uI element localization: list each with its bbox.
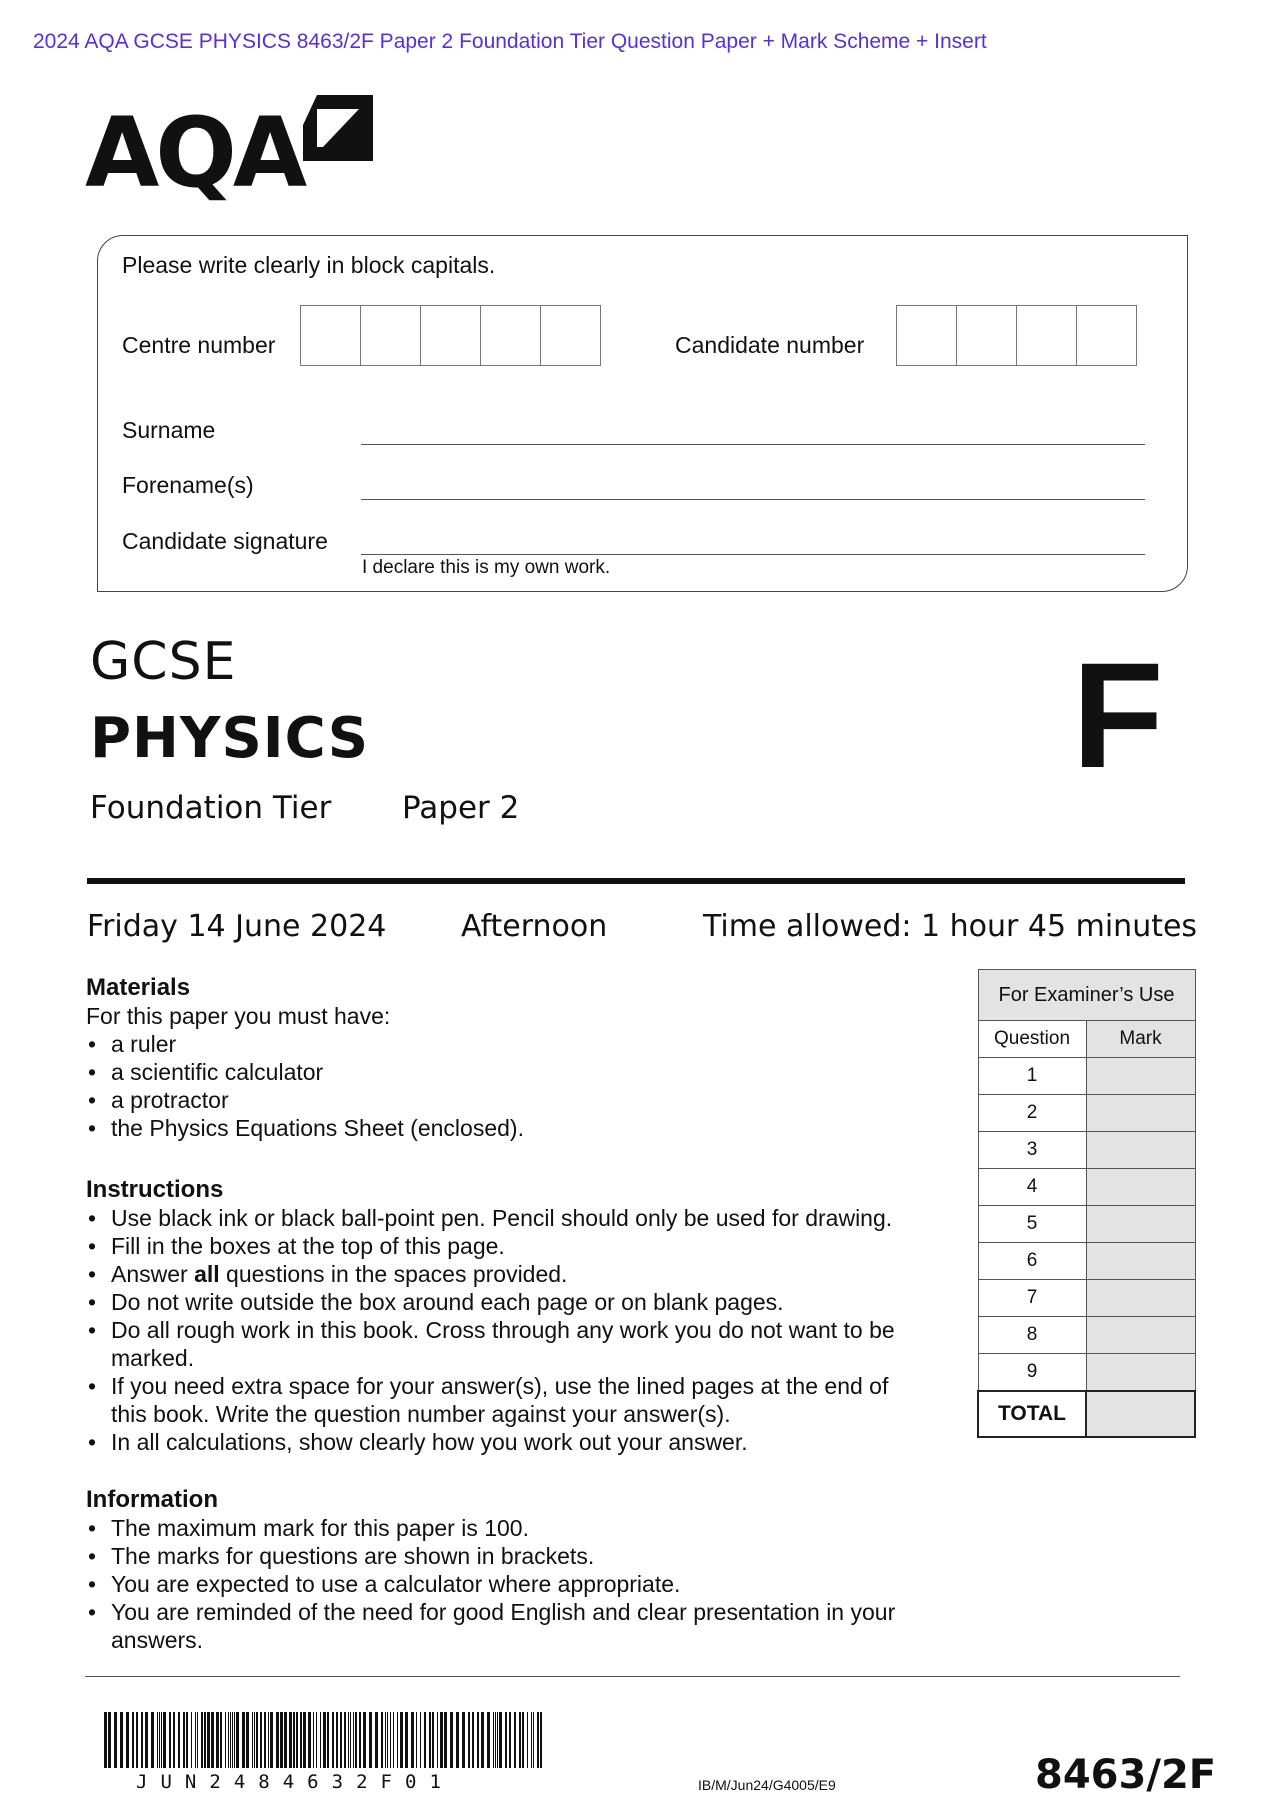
barcode-bar	[264, 1712, 266, 1768]
barcode-bar	[387, 1712, 388, 1768]
question-number: 7	[978, 1280, 1086, 1317]
list-item: • In all calculations, show clearly how you work out your answer.	[86, 1428, 941, 1456]
barcode-bar	[141, 1712, 143, 1768]
tier-letter: F	[1072, 631, 1164, 799]
surname-label: Surname	[122, 417, 216, 443]
forename-field[interactable]	[361, 499, 1145, 500]
barcode-bar	[429, 1712, 431, 1768]
barcode-bar	[363, 1712, 366, 1768]
barcode-bar	[178, 1712, 180, 1768]
block-capitals-instruction: Please write clearly in block capitals.	[122, 252, 496, 278]
centre-number-box[interactable]	[480, 305, 541, 366]
aqa-logo-text: AQA	[85, 97, 304, 209]
barcode-char: U	[160, 1771, 185, 1793]
barcode-bar	[420, 1712, 421, 1768]
barcode-bar	[390, 1712, 391, 1768]
barcode-bar	[393, 1712, 394, 1768]
barcode-bar	[440, 1712, 443, 1768]
barcode-bar	[183, 1712, 185, 1768]
barcode-char: 4	[233, 1771, 259, 1793]
barcode-bar	[300, 1712, 302, 1768]
barcode-bar	[353, 1712, 354, 1768]
list-item: • a ruler	[86, 1030, 946, 1058]
candidate-number-box[interactable]	[1016, 305, 1077, 366]
question-number: 3	[978, 1132, 1086, 1169]
barcode-bar	[340, 1712, 342, 1768]
question-number: 8	[978, 1317, 1086, 1354]
list-item: • The marks for questions are shown in brackets.	[86, 1542, 946, 1570]
table-row	[978, 1354, 1195, 1392]
document-title-link[interactable]: 2024 AQA GCSE PHYSICS 8463/2F Paper 2 Foundation Tier Question Paper + Mark Scheme + Insert	[33, 30, 987, 53]
list-item: • If you need extra space for your answer(s), use the lined pages at the end of this book. Write the question number against your answer(s).	[86, 1372, 926, 1428]
barcode-bar	[537, 1712, 539, 1768]
barcode-bar	[256, 1712, 258, 1768]
barcode-bar	[509, 1712, 511, 1768]
barcode-bar	[522, 1712, 524, 1768]
barcode-bar	[136, 1712, 138, 1768]
barcode-char: 0	[404, 1771, 430, 1793]
barcode-bar	[289, 1712, 292, 1768]
barcode-bar	[497, 1712, 498, 1768]
barcode-bar	[228, 1712, 229, 1768]
barcode-bar	[344, 1712, 346, 1768]
materials-list	[86, 1030, 946, 1142]
barcode-char: 8	[258, 1771, 283, 1793]
total-row	[978, 1391, 1195, 1437]
barcode-bar	[234, 1712, 235, 1768]
question-number: 6	[978, 1243, 1086, 1280]
barcode-bar	[220, 1712, 222, 1768]
barcode-bar	[359, 1712, 361, 1768]
examiner-table-title: For Examiner’s Use	[978, 970, 1195, 1021]
list-item: • a scientific calculator	[86, 1058, 946, 1086]
candidate-number-box[interactable]	[956, 305, 1017, 366]
barcode-bar	[316, 1712, 317, 1768]
materials-heading: Materials	[86, 974, 191, 1001]
candidate-number-box[interactable]	[1076, 305, 1137, 366]
barcode-bar	[197, 1712, 198, 1768]
centre-number-box[interactable]	[540, 305, 601, 366]
barcode-bar	[499, 1712, 502, 1768]
list-item: • Do all rough work in this book. Cross through any work you do not want to be marked.	[86, 1316, 901, 1372]
barcode-bar	[207, 1712, 210, 1768]
barcode-bar	[450, 1712, 453, 1768]
aqa-logo	[85, 95, 385, 209]
barcode-bar	[211, 1712, 214, 1768]
exam-session: Afternoon	[461, 909, 608, 944]
question-number: 4	[978, 1169, 1086, 1206]
table-row	[978, 1132, 1195, 1169]
barcode-bar	[397, 1712, 398, 1768]
barcode-bar	[254, 1712, 255, 1768]
barcode-bar	[527, 1712, 528, 1768]
barcode-bar	[444, 1712, 447, 1768]
barcode-bar	[468, 1712, 470, 1768]
barcode-bar	[186, 1712, 188, 1768]
aqa-logo-mark-icon	[303, 95, 373, 161]
barcode-bar	[369, 1712, 372, 1768]
barcode-char: 2	[356, 1771, 381, 1793]
subject-physics: PHYSICS	[90, 706, 370, 771]
question-number: 5	[978, 1206, 1086, 1243]
footer-divider	[85, 1676, 1180, 1677]
table-row	[978, 1317, 1195, 1354]
barcode-bar	[323, 1712, 326, 1768]
reference-code: IB/M/Jun24/G4005/E9	[698, 1777, 836, 1793]
barcode-bar	[145, 1712, 148, 1768]
forename-label: Forename(s)	[122, 472, 254, 498]
list-item: • a protractor	[86, 1086, 946, 1114]
barcode-bar	[533, 1712, 534, 1768]
barcode-bar	[126, 1712, 129, 1768]
barcode-bar	[472, 1712, 474, 1768]
barcode-bar	[375, 1712, 378, 1768]
table-row	[978, 1206, 1195, 1243]
information-section	[86, 1486, 946, 1654]
mark-cell[interactable]	[1086, 1058, 1195, 1095]
table-row	[978, 1169, 1195, 1206]
barcode-bar	[246, 1712, 249, 1768]
barcode-bar	[437, 1712, 438, 1768]
centre-number-boxes	[300, 305, 600, 366]
barcode-bar	[332, 1712, 334, 1768]
barcode-bar	[276, 1712, 279, 1768]
barcode-bar	[493, 1712, 494, 1768]
barcode-bar	[308, 1712, 311, 1768]
barcode-char: 2	[209, 1771, 234, 1793]
total-label: TOTAL	[978, 1391, 1086, 1437]
paper-number: Paper 2	[402, 790, 520, 826]
barcode-bar	[505, 1712, 507, 1768]
barcode-bar	[303, 1712, 306, 1768]
barcode-bar	[336, 1712, 338, 1768]
barcode	[104, 1712, 546, 1768]
exam-date: Friday 14 June 2024	[87, 909, 387, 944]
instructions-heading: Instructions	[86, 1176, 224, 1203]
barcode-bar	[260, 1712, 262, 1768]
barcode-bar	[416, 1712, 417, 1768]
barcode-bar	[284, 1712, 287, 1768]
barcode-bar	[531, 1712, 532, 1768]
answer-suffix: questions in the spaces provided.	[219, 1261, 568, 1287]
question-number: 1	[978, 1058, 1086, 1095]
table-row	[978, 1280, 1195, 1317]
barcode-bar	[173, 1712, 175, 1768]
barcode-char: F	[380, 1771, 405, 1793]
barcode-bar	[540, 1712, 542, 1768]
barcode-bar	[132, 1712, 134, 1768]
barcode-text	[136, 1771, 454, 1793]
candidate-number-label: Candidate number	[675, 332, 865, 358]
mark-cell[interactable]	[1086, 1095, 1195, 1132]
barcode-bar	[236, 1712, 239, 1768]
centre-number-box[interactable]	[300, 305, 361, 366]
barcode-char: 3	[331, 1771, 357, 1793]
barcode-bar	[456, 1712, 459, 1768]
materials-section	[86, 974, 946, 1142]
barcode-bar	[462, 1712, 465, 1768]
barcode-bar	[270, 1712, 273, 1768]
mark-cell[interactable]	[1086, 1243, 1195, 1280]
barcode-bar	[313, 1712, 314, 1768]
barcode-bar	[161, 1712, 162, 1768]
barcode-bar	[411, 1712, 414, 1768]
barcode-bar	[385, 1712, 386, 1768]
question-number: 9	[978, 1354, 1086, 1392]
list-item: • the Physics Equations Sheet (enclosed).	[86, 1114, 946, 1142]
question-number: 2	[978, 1095, 1086, 1132]
list-item: • Fill in the boxes at the top of this page.	[86, 1232, 941, 1260]
barcode-bar	[216, 1712, 219, 1768]
list-item: • You are reminded of the need for good English and clear presentation in your answers.	[86, 1598, 901, 1654]
information-heading: Information	[86, 1486, 218, 1513]
barcode-bar	[400, 1712, 403, 1768]
barcode-bar	[151, 1712, 154, 1768]
question-column-header: Question	[978, 1021, 1086, 1058]
instructions-section	[86, 1176, 946, 1456]
answer-prefix: Answer	[111, 1261, 195, 1287]
answer-all-emphasis: all	[194, 1261, 220, 1287]
barcode-char: 1	[429, 1771, 454, 1793]
total-mark-cell[interactable]	[1086, 1391, 1195, 1437]
table-row	[978, 1058, 1195, 1095]
barcode-bar	[348, 1712, 349, 1768]
barcode-char: N	[184, 1771, 210, 1793]
barcode-bar	[191, 1712, 192, 1768]
barcode-bar	[195, 1712, 196, 1768]
barcode-bar	[157, 1712, 158, 1768]
barcode-bar	[242, 1712, 245, 1768]
barcode-char: J	[136, 1771, 161, 1793]
mark-cell[interactable]	[1086, 1280, 1195, 1317]
tier-label: Foundation Tier	[90, 790, 332, 826]
barcode-bar	[350, 1712, 351, 1768]
title-divider	[87, 878, 1185, 884]
mark-cell[interactable]	[1086, 1169, 1195, 1206]
barcode-bar	[252, 1712, 253, 1768]
mark-cell[interactable]	[1086, 1132, 1195, 1169]
barcode-bar	[280, 1712, 283, 1768]
list-item	[86, 1260, 941, 1288]
barcode-bar	[201, 1712, 203, 1768]
mark-cell[interactable]	[1086, 1206, 1195, 1243]
barcode-bar	[104, 1712, 107, 1768]
barcode-bar	[230, 1712, 231, 1768]
list-item: • You are expected to use a calculator where appropriate.	[86, 1570, 946, 1598]
barcode-bar	[169, 1712, 171, 1768]
barcode-bar	[514, 1712, 516, 1768]
barcode-bar	[381, 1712, 383, 1768]
barcode-bar	[108, 1712, 111, 1768]
list-item: • Use black ink or black ball-point pen. Pencil should only be used for drawing.	[86, 1204, 941, 1232]
barcode-bar	[495, 1712, 496, 1768]
subject-gcse: GCSE	[90, 632, 237, 692]
candidate-number-boxes	[896, 305, 1136, 366]
signature-label: Candidate signature	[122, 528, 328, 554]
mark-cell[interactable]	[1086, 1354, 1195, 1392]
barcode-bar	[424, 1712, 426, 1768]
barcode-bar	[204, 1712, 206, 1768]
barcode-bar	[327, 1712, 329, 1768]
centre-number-box[interactable]	[420, 305, 481, 366]
barcode-bar	[293, 1712, 295, 1768]
list-item: • The maximum mark for this paper is 100.	[86, 1514, 946, 1542]
mark-column-header: Mark	[1086, 1021, 1195, 1058]
barcode-bar	[355, 1712, 357, 1768]
candidate-number-box[interactable]	[896, 305, 957, 366]
surname-field[interactable]	[361, 444, 1145, 445]
examiner-use-table	[977, 969, 1196, 1438]
barcode-bar	[405, 1712, 408, 1768]
list-item: • Do not write outside the box around each page or on blank pages.	[86, 1288, 941, 1316]
table-row	[978, 1243, 1195, 1280]
barcode-bar	[225, 1712, 226, 1768]
barcode-bar	[320, 1712, 321, 1768]
barcode-bar	[114, 1712, 117, 1768]
barcode-bar	[481, 1712, 484, 1768]
barcode-bar	[487, 1712, 490, 1768]
barcode-bar	[163, 1712, 166, 1768]
signature-field[interactable]	[361, 554, 1145, 555]
paper-code: 8463/2F	[1035, 1752, 1217, 1798]
barcode-bar	[232, 1712, 233, 1768]
centre-number-box[interactable]	[360, 305, 421, 366]
mark-cell[interactable]	[1086, 1317, 1195, 1354]
barcode-bar	[159, 1712, 160, 1768]
materials-intro: For this paper you must have:	[86, 1003, 391, 1029]
barcode-bar	[519, 1712, 521, 1768]
barcode-bar	[120, 1712, 123, 1768]
information-list	[86, 1514, 946, 1654]
time-allowed: Time allowed: 1 hour 45 minutes	[703, 909, 1198, 944]
barcode-bar	[296, 1712, 298, 1768]
barcode-char: 6	[307, 1771, 332, 1793]
instructions-list	[86, 1204, 941, 1456]
table-row	[978, 1095, 1195, 1132]
barcode-bar	[268, 1712, 269, 1768]
barcode-char: 4	[282, 1771, 308, 1793]
declaration-text: I declare this is my own work.	[362, 557, 611, 578]
centre-number-label: Centre number	[122, 332, 276, 358]
barcode-bar	[477, 1712, 479, 1768]
barcode-bar	[432, 1712, 434, 1768]
